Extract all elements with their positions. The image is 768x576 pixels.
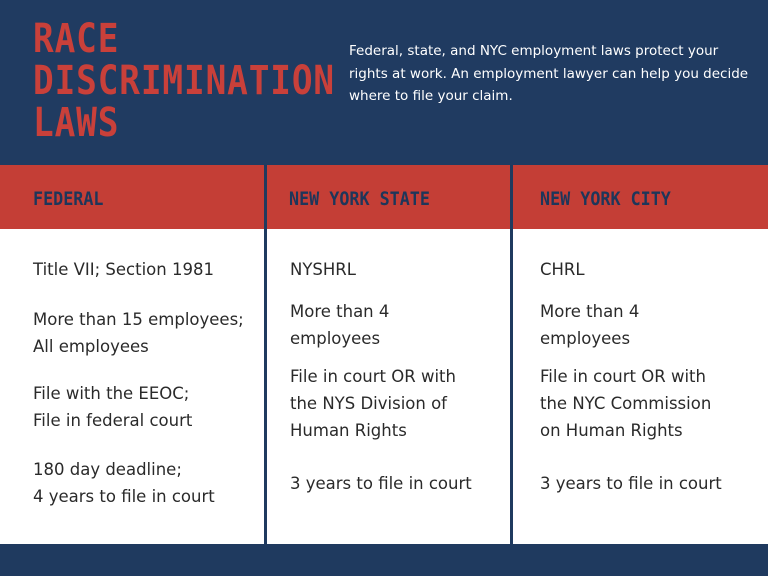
city-deadline: 3 years to file in court [540, 474, 722, 493]
column-heading-new-york-city: NEW YORK CITY [540, 188, 671, 210]
column-heading-new-york-state: NEW YORK STATE [289, 188, 430, 210]
page-title [33, 18, 335, 144]
state-employer-size: More than 4 employees [290, 302, 390, 348]
column-divider [510, 165, 513, 544]
column-heading-federal: FEDERAL [33, 188, 104, 210]
state-deadline: 3 years to file in court [290, 474, 472, 493]
city-law-name: CHRL [540, 260, 585, 279]
federal-where-to-file: File with the EEOC; File in federal court [33, 384, 193, 430]
footer-bar [0, 544, 768, 576]
title-line-3: LAWS [33, 100, 120, 146]
federal-deadline: 180 day deadline; 4 years to file in court [33, 460, 215, 506]
city-employer-size: More than 4 employees [540, 302, 640, 348]
state-where-to-file: File in court OR with the NYS Division of Human Rights [290, 367, 456, 440]
city-where-to-file: File in court OR with the NYC Commission on Human Rights [540, 367, 712, 440]
title-line-1: RACE [33, 16, 120, 62]
federal-law-names: Title VII; Section 1981 [33, 260, 214, 279]
federal-employer-size: More than 15 employees; All employees [33, 310, 244, 356]
intro-text: Federal, state, and NYC employment laws protect your rights at work. An employment lawyer can help you decide where to file your claim. [349, 43, 749, 104]
state-law-name: NYSHRL [290, 260, 356, 279]
title-line-2: DISCRIMINATION [33, 58, 335, 104]
column-divider [264, 165, 267, 544]
